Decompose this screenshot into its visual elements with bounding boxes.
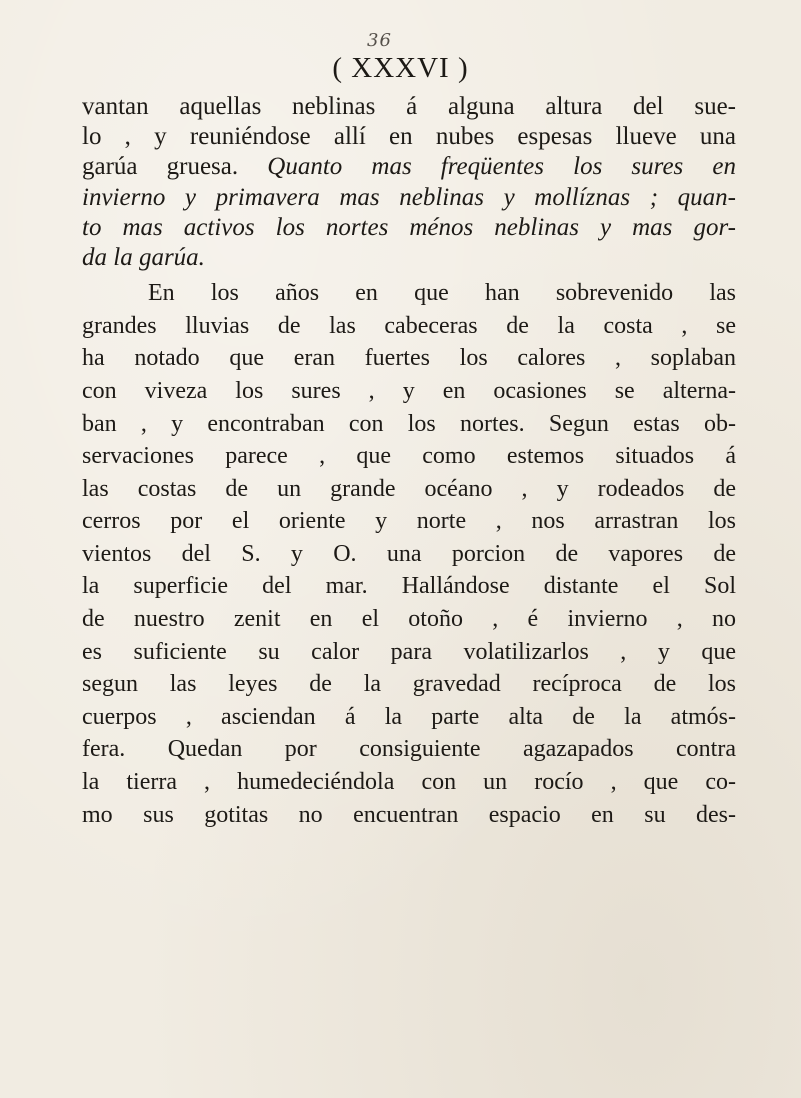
text-line: de nuestro zenit en el otoño , é invierno , no: [82, 606, 736, 633]
text-line: la superficie del mar. Hallándose distante el Sol: [82, 573, 736, 600]
text-line: es suficiente su calor para volatilizarlos , y que: [82, 638, 736, 665]
text-line: vientos del S. y O. una porcion de vapores de: [82, 540, 736, 567]
text-line: ha notado que eran fuertes los calores , soplaban: [82, 345, 736, 372]
text-line: las costas de un grande océano , y rodeados de: [82, 475, 736, 502]
text-line: da la garúa.: [82, 243, 205, 271]
text-span: garúa gruesa.: [82, 153, 268, 181]
body-text: [82, 92, 736, 831]
italic-span: Quanto mas freqüentes los sures en: [267, 153, 736, 181]
text-line: vantan aquellas neblinas á alguna altura del sue-: [82, 93, 736, 120]
page-number: ( XXXVI ): [332, 52, 469, 84]
text-line: ban , y encontraban con los nortes. Segun estas ob-: [82, 410, 736, 437]
text-line: la tierra , humedeciéndola con un rocío , que co-: [82, 769, 736, 796]
text-line: segun las leyes de la gravedad recíproca de los: [82, 671, 736, 698]
text-line: grandes lluvias de las cabeceras de la costa , se: [82, 312, 736, 339]
text-line: cerros por el oriente y norte , nos arrastran los: [82, 508, 736, 535]
text-line: to mas activos los nortes ménos neblinas y mas gor-: [82, 213, 736, 241]
text-line: fera. Quedan por consiguiente agazapados contra: [82, 736, 736, 763]
text-line: [82, 152, 736, 182]
text-line: servaciones parece , que como estemos situados á: [82, 443, 736, 470]
text-line: invierno y primavera mas neblinas y mollíznas ; quan-: [82, 183, 736, 211]
text-line: mo sus gotitas no encuentran espacio en su des-: [82, 801, 736, 828]
handwritten-folio-note: 36: [367, 30, 392, 51]
text-line: lo , y reuniéndose allí en nubes espesas llueve una: [82, 123, 736, 151]
text-line: cuerpos , asciendan á la parte alta de la atmós-: [82, 703, 736, 730]
text-line: En los años en que han sobrevenido las: [148, 280, 736, 307]
text-line: con viveza los sures , y en ocasiones se alterna-: [82, 377, 736, 404]
